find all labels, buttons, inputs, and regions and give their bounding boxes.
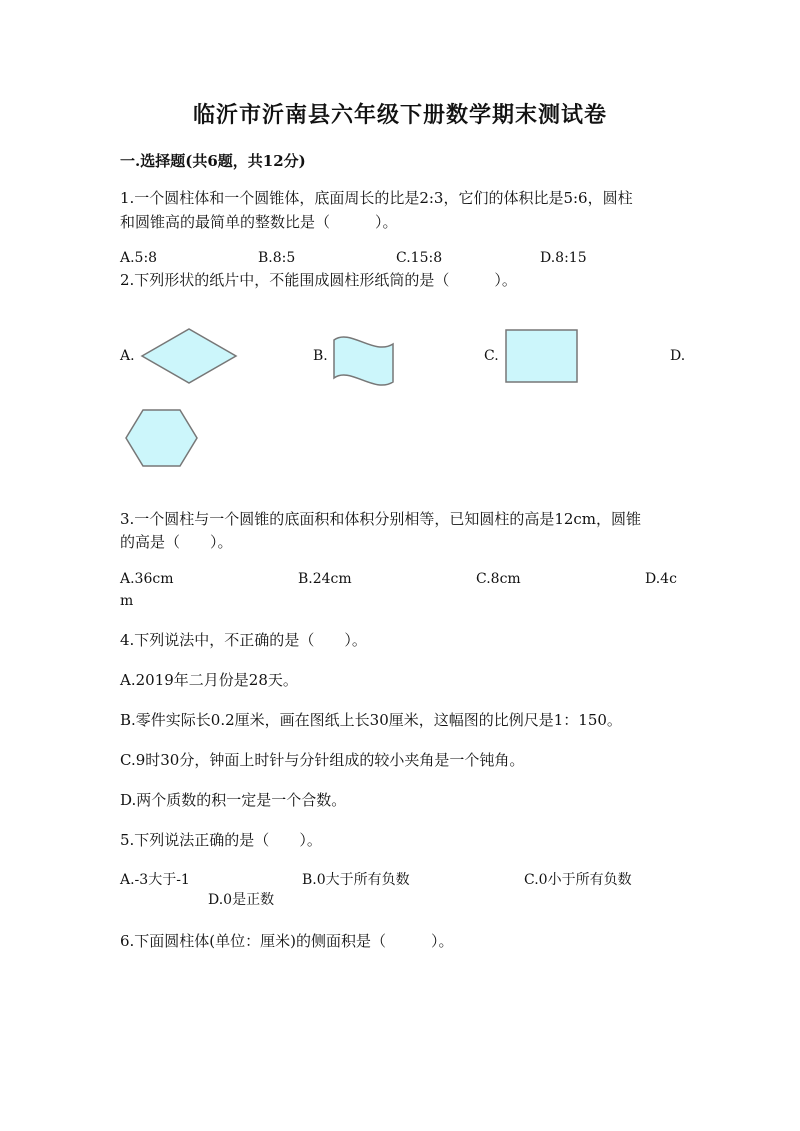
question-4-option-a[interactable]: A.2019年二月份是28天。 bbox=[120, 671, 298, 689]
question-1-line-2: 和圆锥高的最简单的整数比是（ ）。 bbox=[120, 213, 398, 231]
question-2-line-1: 2.下列形状的纸片中，不能围成圆柱形纸筒的是（ ）。 bbox=[120, 271, 517, 289]
question-2-shapes bbox=[0, 0, 800, 500]
question-2-option-c[interactable]: C. bbox=[484, 348, 499, 364]
hexagon-shape bbox=[126, 410, 197, 466]
question-3-option-b[interactable]: B.24cm bbox=[298, 571, 352, 587]
question-3-option-d[interactable]: D.4c bbox=[645, 571, 677, 587]
question-1-line-1: 1.一个圆柱体和一个圆锥体，底面周长的比是2:3，它们的体积比是5:6，圆柱 bbox=[120, 189, 633, 207]
rectangle-shape bbox=[506, 330, 577, 382]
question-5-option-b[interactable]: B.0大于所有负数 bbox=[302, 872, 410, 888]
question-3-option-c[interactable]: C.8cm bbox=[476, 571, 521, 587]
question-1-option-b[interactable]: B.8:5 bbox=[258, 250, 296, 266]
section-heading: 一.选择题(共6题，共12分) bbox=[120, 152, 306, 170]
question-5-option-c[interactable]: C.0小于所有负数 bbox=[524, 872, 632, 888]
question-4-option-c[interactable]: C.9时30分，钟面上时针与分针组成的较小夹角是一个钝角。 bbox=[120, 751, 525, 769]
question-2-option-b[interactable]: B. bbox=[313, 348, 328, 364]
question-1-option-c[interactable]: C.15:8 bbox=[396, 250, 443, 266]
question-3-option-a[interactable]: A.36cm bbox=[120, 571, 174, 587]
question-4-option-b[interactable]: B.零件实际长0.2厘米，画在图纸上长30厘米，这幅图的比例尺是1：150。 bbox=[120, 711, 622, 729]
question-4-line-1: 4.下列说法中，不正确的是（ ）。 bbox=[120, 631, 367, 649]
question-3-line-1: 3.一个圆柱与一个圆锥的底面积和体积分别相等，已知圆柱的高是12cm，圆锥 bbox=[120, 510, 642, 528]
question-2-option-a[interactable]: A. bbox=[120, 348, 135, 364]
page-title: 临沂市沂南县六年级下册数学期末测试卷 bbox=[192, 102, 607, 128]
wavy-rectangle-shape bbox=[334, 337, 393, 385]
question-3-line-2: 的高是（ ）。 bbox=[120, 533, 233, 551]
question-1-option-a[interactable]: A.5:8 bbox=[120, 250, 158, 266]
question-2-option-d[interactable]: D. bbox=[670, 348, 686, 364]
question-5-option-d[interactable]: D.0是正数 bbox=[208, 892, 275, 908]
question-5-option-a[interactable]: A.-3大于-1 bbox=[120, 872, 190, 888]
question-3-option-d-wrap: m bbox=[120, 593, 134, 609]
question-4-option-d[interactable]: D.两个质数的积一定是一个合数。 bbox=[120, 791, 347, 809]
question-6-line-1: 6.下面圆柱体(单位：厘米)的侧面积是（ ）。 bbox=[120, 932, 454, 950]
question-5-line-1: 5.下列说法正确的是（ ）。 bbox=[120, 831, 322, 849]
rhombus-shape bbox=[142, 329, 236, 383]
question-1-option-d[interactable]: D.8:15 bbox=[540, 250, 587, 266]
